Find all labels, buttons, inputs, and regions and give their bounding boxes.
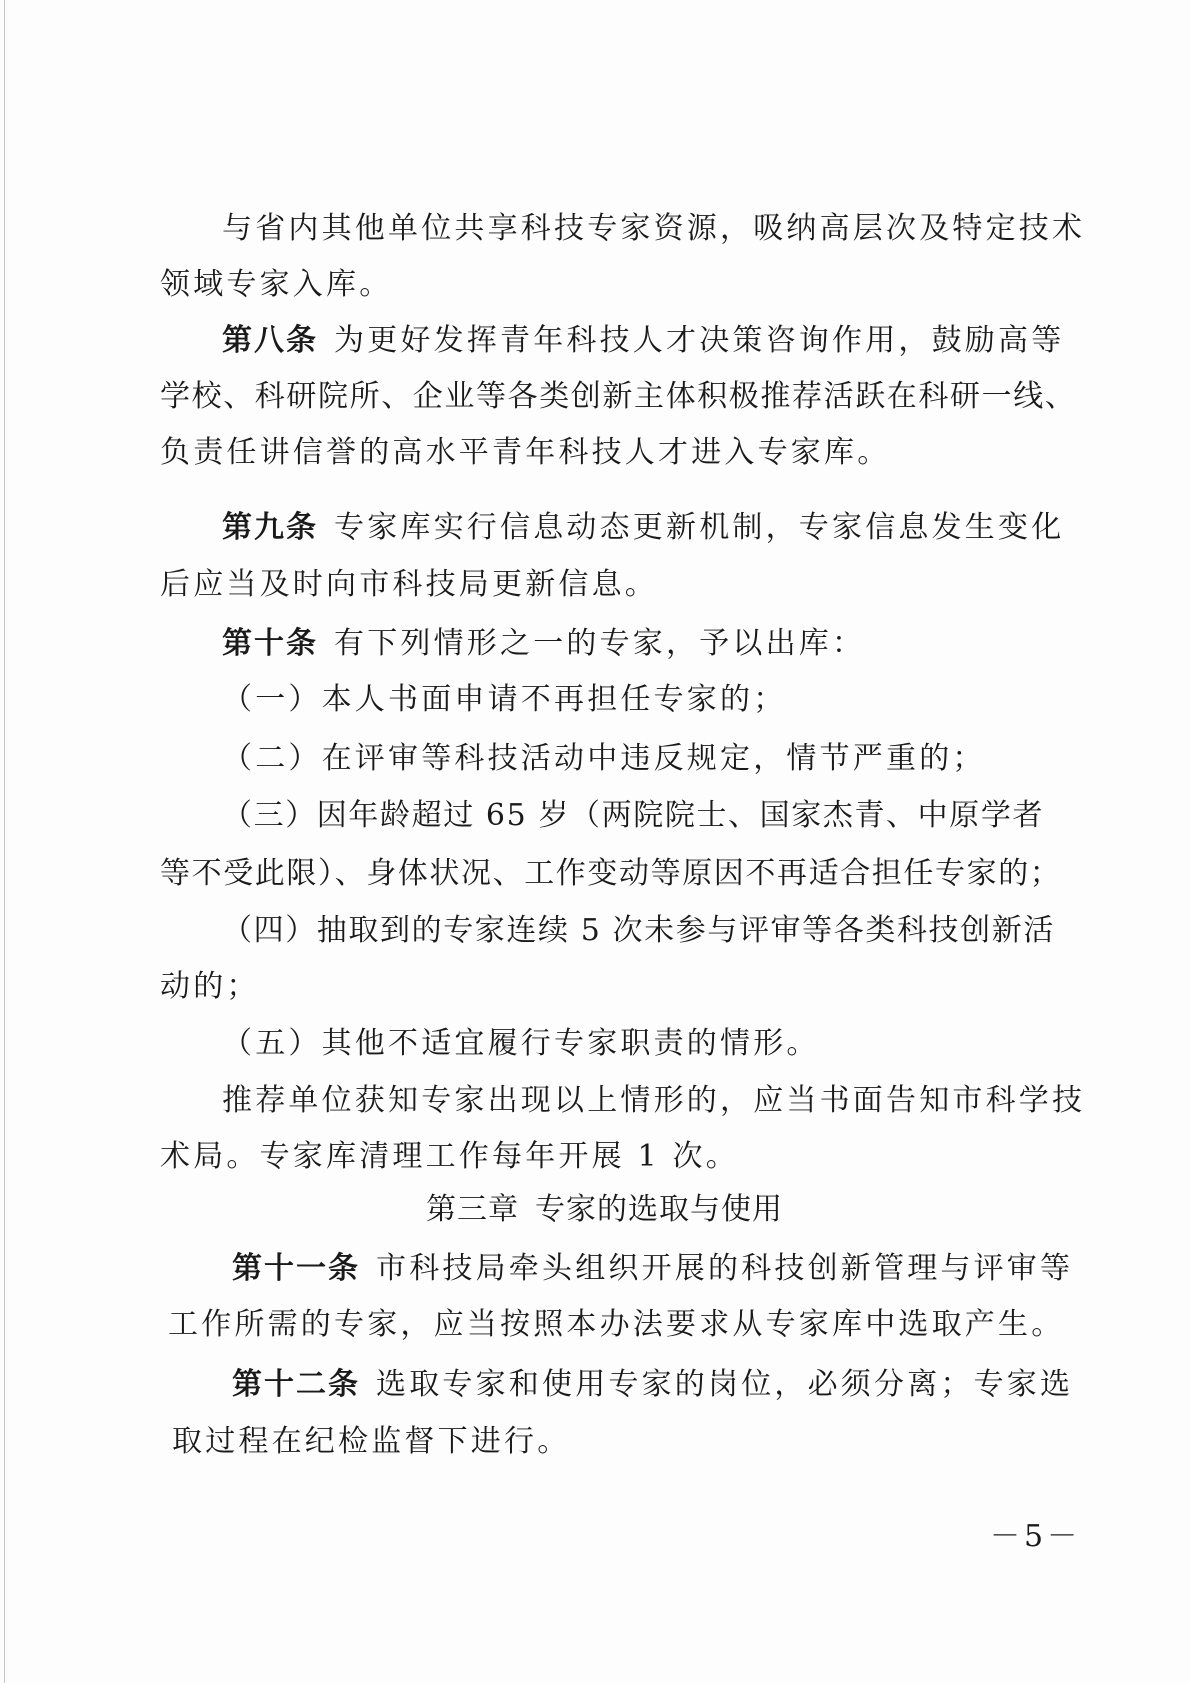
text-line (168, 1306, 1064, 1344)
line-text: 与省内其他单位共享科技专家资源，吸纳高层次及特定技术 (222, 211, 1086, 246)
scan-edge-line (4, 0, 5, 1683)
line-text: 有下列情形之一的专家，予以出库： (334, 626, 866, 661)
line-text: 后应当及时向市科技局更新信息。 (160, 567, 658, 602)
text-line (160, 566, 658, 604)
line-text: 工作所需的专家，应当按照本办法要求从专家库中选取产生。 (168, 1307, 1065, 1342)
text-line (160, 968, 260, 1006)
text-line (222, 1082, 1085, 1120)
article-twelve-paragraph (232, 1366, 1073, 1404)
line-text: 等不受此限）、身体状况、工作变动等原因不再适合担任专家的； (160, 856, 1062, 891)
article-eleven-paragraph (232, 1250, 1073, 1288)
article-nine-paragraph (222, 509, 1064, 547)
list-item (222, 797, 1044, 835)
line-text: 推荐单位获知专家出现以上情形的，应当书面告知市科学技 (222, 1083, 1086, 1118)
line-text: 专家库实行信息动态更新机制，专家信息发生变化 (334, 510, 1065, 545)
article-twelve-heading: 第十二条 (232, 1367, 360, 1402)
line-text: 为更好发挥青年科技人才决策咨询作用，鼓励高等 (334, 323, 1065, 358)
page-number: －5－ (990, 1519, 1082, 1554)
text-line (160, 434, 890, 472)
text-line (160, 266, 392, 304)
line-text: （一）本人书面申请不再担任专家的； (222, 682, 787, 717)
list-item (222, 740, 986, 778)
article-eleven-heading: 第十一条 (232, 1251, 360, 1286)
list-item (222, 912, 1055, 950)
chapter-number: 第三章 (426, 1192, 519, 1227)
text-line (160, 855, 1061, 893)
article-ten-paragraph (222, 625, 865, 663)
line-text: 领域专家入库。 (160, 267, 393, 302)
line-text: 学校、科研院所、企业等各类创新主体积极推荐活跃在科研一线、 (160, 379, 1077, 414)
chapter-heading (426, 1191, 783, 1229)
line-text: （五）其他不适宜履行专家职责的情形。 (222, 1026, 820, 1061)
line-text: 取过程在纪检监督下进行。 (172, 1424, 571, 1459)
article-ten-heading: 第十条 (222, 626, 318, 661)
text-line (160, 1138, 739, 1176)
chapter-title: 专家的选取与使用 (535, 1192, 783, 1227)
text-line (222, 210, 1085, 248)
article-nine-heading: 第九条 (222, 510, 318, 545)
line-text: （二）在评审等科技活动中违反规定，情节严重的； (222, 741, 986, 776)
list-item (222, 681, 786, 719)
line-text: 动的； (160, 969, 260, 1004)
list-item (222, 1025, 820, 1063)
article-eight-heading: 第八条 (222, 323, 318, 358)
line-text: 选取专家和使用专家的岗位，必须分离；专家选 (376, 1367, 1074, 1402)
line-text: 术局。专家库清理工作每年开展 1 次。 (160, 1139, 739, 1174)
line-text: （四）抽取到的专家连续 5 次未参与评审等各类科技创新活 (222, 913, 1055, 948)
line-text: 市科技局牵头组织开展的科技创新管理与评审等 (376, 1251, 1074, 1286)
line-text: 负责任讲信誉的高水平青年科技人才进入专家库。 (160, 435, 891, 470)
text-line (172, 1423, 570, 1461)
article-eight-paragraph (222, 322, 1064, 360)
line-text: （三）因年龄超过 65 岁（两院院士、国家杰青、中原学者 (222, 798, 1045, 833)
text-line (160, 378, 1076, 416)
